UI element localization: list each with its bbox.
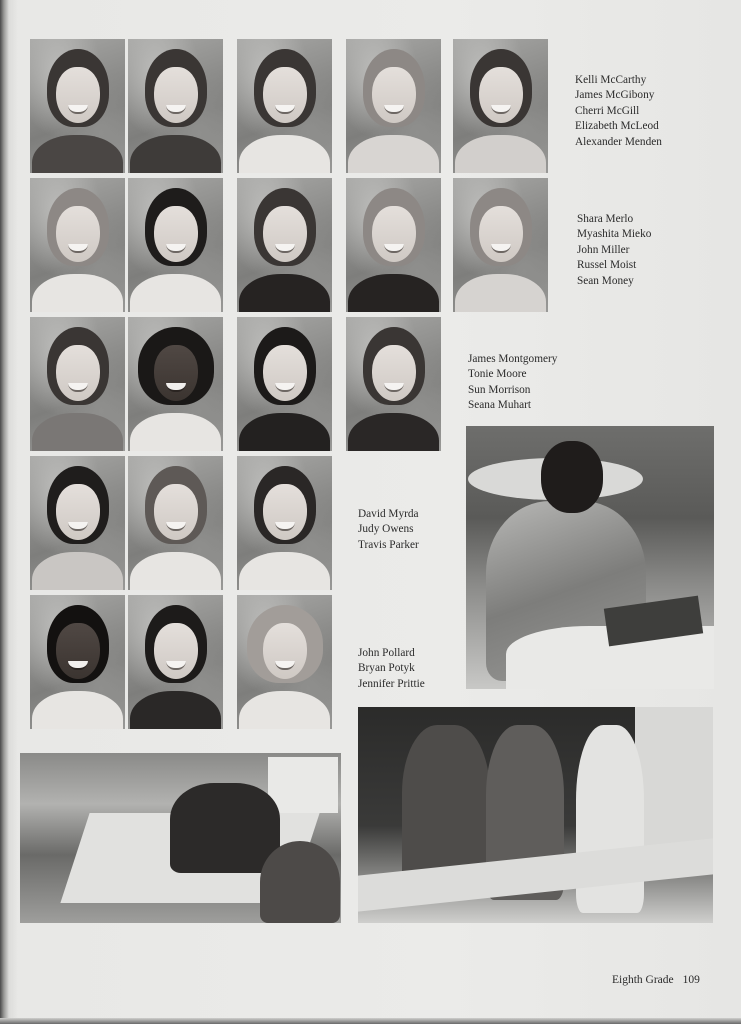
name-list-row-3 (468, 352, 557, 414)
student-name: Bryan Potyk (358, 662, 415, 675)
student-name: Jennifer Prittie (358, 677, 425, 690)
portrait-photo (30, 456, 125, 590)
student-name: Sun Morrison (468, 383, 531, 396)
student-name: Elizabeth McLeod (575, 120, 659, 133)
candid-photo-library (20, 753, 341, 923)
name-list-row-4 (358, 507, 419, 553)
student-name: Myashita Mieko (577, 228, 652, 241)
portrait-photo (128, 595, 223, 729)
student-name: Russel Moist (577, 259, 637, 272)
portrait-photo (453, 39, 548, 173)
page-number: 109 (682, 974, 700, 986)
student-name: Sean Money (577, 274, 634, 287)
portrait-photo (237, 39, 332, 173)
portrait-photo (346, 178, 441, 312)
student-name: Shara Merlo (577, 213, 634, 225)
portrait-photo (128, 317, 223, 451)
portrait-photo (237, 317, 332, 451)
student-name: James Montgomery (468, 353, 558, 365)
page-footer (612, 974, 700, 986)
portrait-photo (30, 178, 125, 312)
student-name: Tonie Moore (468, 368, 527, 381)
portrait-photo (128, 39, 223, 173)
student-name: David Myrda (358, 508, 419, 520)
portrait-photo (453, 178, 548, 312)
student-name: Cherri McGill (575, 104, 640, 117)
name-list-row-1 (575, 73, 662, 150)
portrait-photo (237, 456, 332, 590)
student-name: Alexander Menden (575, 135, 662, 148)
portrait-photo (128, 456, 223, 590)
student-name: John Pollard (358, 647, 415, 659)
section-title: Eighth Grade (612, 974, 674, 986)
portrait-photo (128, 178, 223, 312)
student-name: Seana Muhart (468, 399, 532, 412)
portrait-photo (237, 178, 332, 312)
name-list-row-2 (577, 212, 651, 289)
student-name: Kelli McCarthy (575, 74, 647, 86)
portrait-photo (30, 595, 125, 729)
page-edge (0, 1018, 741, 1024)
portrait-photo (237, 595, 332, 729)
portrait-photo (30, 317, 125, 451)
student-name: John Miller (577, 243, 630, 256)
portrait-photo (346, 317, 441, 451)
candid-photo-classroom (466, 426, 714, 689)
candid-photo-bench (358, 707, 713, 923)
student-name: James McGibony (575, 89, 655, 102)
student-name: Judy Owens (358, 523, 414, 536)
portrait-photo (30, 39, 125, 173)
name-list-row-5 (358, 646, 425, 692)
portrait-photo (346, 39, 441, 173)
student-name: Travis Parker (358, 538, 419, 551)
